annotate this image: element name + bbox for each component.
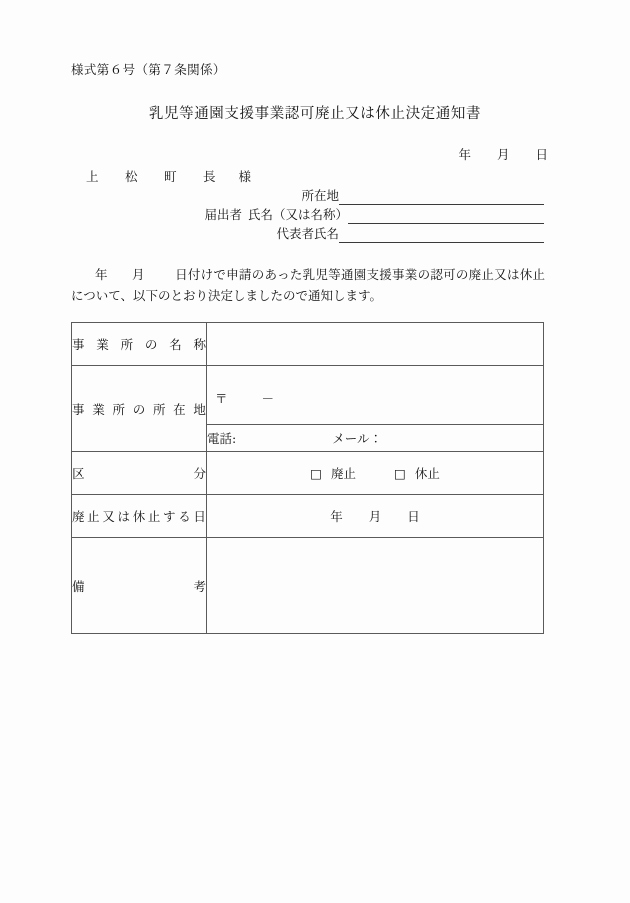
applicant-name-label: 氏名（又は名称） (247, 207, 348, 222)
date-line (458, 145, 548, 163)
effective-date-label-cell (72, 495, 207, 538)
addressee-office: 上 松 町 長 (86, 169, 223, 184)
contact-cell[interactable] (207, 425, 544, 452)
body-year-label: 年 (95, 267, 108, 282)
facility-name-label: 事 業 所 の 名 称 (72, 337, 206, 352)
telephone-label: 電話: (207, 431, 237, 446)
date-month-label: 月 (496, 147, 510, 162)
facility-address-label: 事 業 所 の 所 在 地 (72, 401, 206, 417)
facility-name-label-cell (72, 323, 207, 366)
applicant-representative-input[interactable] (339, 227, 544, 243)
effective-date-label: 廃 止 又 は 休 止 す る 日 (72, 509, 206, 524)
postal-dash: － (261, 391, 275, 406)
checkbox-abolish-label: 廃止 (330, 466, 356, 481)
applicant-representative-label: 代表者氏名 (276, 226, 339, 241)
applicant-row-name (204, 205, 544, 224)
category-value-cell (207, 452, 544, 495)
date-day-label: 日 (535, 147, 548, 162)
applicant-block (204, 186, 544, 243)
document-title: 乳児等通園支援事業認可廃止又は休止決定通知書 (148, 106, 482, 122)
applicant-row-representative (220, 224, 544, 243)
postal-code-line (207, 383, 543, 407)
applicant-prefix-label: 届出者 (204, 207, 242, 222)
effective-date-year-label: 年 (330, 509, 343, 524)
table-row-facility-name (72, 323, 544, 366)
effective-date-month-label: 月 (368, 509, 382, 524)
checkbox-suspend[interactable]: □ (394, 466, 406, 481)
facility-address-label-cell (72, 366, 207, 452)
category-label: 区 分 (72, 466, 206, 481)
body-paragraph (71, 264, 545, 306)
table-row-remarks (72, 538, 544, 634)
category-label-cell (72, 452, 207, 495)
checkbox-suspend-label: 休止 (414, 466, 440, 481)
body-month-label: 月 (131, 267, 145, 282)
addressee-honorific: 様 (238, 169, 252, 184)
table-row-category (72, 452, 544, 495)
postal-mark-icon: 〒 (215, 391, 228, 406)
applicant-address-label: 所在地 (301, 188, 339, 203)
remarks-value-cell[interactable] (207, 538, 544, 634)
remarks-label-cell (72, 538, 207, 634)
effective-date-value-cell[interactable] (207, 495, 544, 538)
applicant-name-input[interactable] (348, 208, 544, 224)
email-label: メール： (332, 431, 382, 446)
applicant-row-address (220, 186, 544, 205)
date-year-label: 年 (458, 147, 471, 162)
facility-address-value-cell[interactable] (207, 366, 544, 425)
table-row-facility-address (72, 366, 544, 425)
notification-table (71, 322, 544, 634)
addressee (86, 167, 251, 185)
remarks-label: 備 考 (72, 578, 206, 594)
checkbox-abolish[interactable]: □ (310, 466, 322, 481)
form-number: 様式第６号（第７条関係） (71, 62, 226, 77)
table-row-effective-date (72, 495, 544, 538)
applicant-address-input[interactable] (339, 189, 544, 205)
facility-name-value-cell[interactable] (207, 323, 544, 366)
body-text: 日付けで申請のあった乳児等通園支援事業の認可の廃止又は休止について、以下のとおり決定しましたので通知します。 (71, 267, 545, 303)
effective-date-day-label: 日 (407, 509, 420, 524)
